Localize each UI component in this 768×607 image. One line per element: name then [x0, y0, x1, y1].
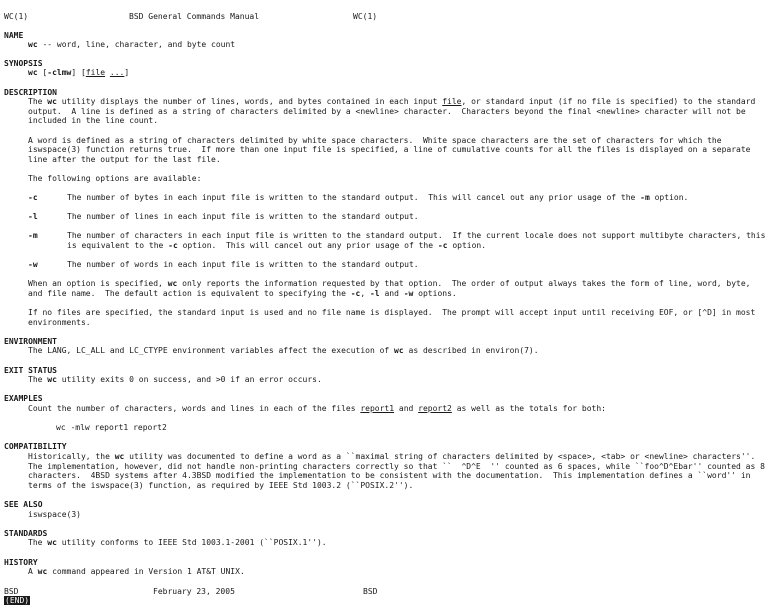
section-heading-history: HISTORY: [4, 558, 38, 567]
compat-line: characters. 4BSD systems after 4.3BSD modified the implementation to be consistent with the documentation. This implementation defines a ``word'' in: [28, 471, 751, 480]
footer-left: BSD: [4, 587, 19, 596]
desc-line: [28, 279, 750, 289]
option-ref: -l: [369, 289, 380, 298]
option-flag-m: -m: [28, 231, 38, 240]
desc-text: and: [379, 289, 404, 298]
standards-text: utility conforms to IEEE Std 1003.1-2001 (``POSIX.1'').: [56, 538, 327, 547]
cmd-name: wc: [47, 97, 57, 106]
compat-line: The implementation, however, did not handle non-printing characters correctly so that `` ^D^E '' counted as 6 spaces, while ``foo^D^Ebar'' counted as 8: [28, 462, 765, 471]
desc-text: The: [28, 97, 48, 106]
option-text: option. This will cancel out any prior usage of the: [177, 241, 438, 250]
exit-text: The: [28, 375, 48, 384]
synopsis-text: [: [37, 68, 48, 77]
desc-line: environments.: [28, 318, 91, 327]
desc-line: A word is defined as a string of characters delimited by white space characters. White space characters are the set of characters for which the: [28, 136, 722, 145]
section-heading-compatibility: COMPATIBILITY: [4, 442, 67, 451]
pager-end-badge: (END): [5, 596, 30, 605]
synopsis-file-arg: file: [85, 68, 106, 77]
name-line: [28, 40, 235, 50]
synopsis-line: [28, 68, 129, 78]
section-heading-name: NAME: [4, 31, 24, 40]
header-left: WC(1): [4, 12, 29, 21]
desc-text: When an option is specified,: [28, 279, 168, 288]
file-arg: report1: [360, 404, 395, 413]
standards-text: The: [28, 538, 48, 547]
env-text: The LANG, LC_ALL and LC_CTYPE environment variables affect the execution of: [28, 346, 395, 355]
name-desc: -- word, line, character, and byte count: [37, 40, 236, 49]
examples-text: Count the number of characters, words and lines in each of the files: [28, 404, 361, 413]
standards-line: [28, 538, 327, 548]
desc-text: ,: [360, 289, 370, 298]
footer-right: BSD: [363, 587, 378, 596]
examples-line: [28, 404, 606, 414]
synopsis-text: ] [: [71, 68, 86, 77]
desc-line: [28, 97, 755, 107]
option-ref: -c: [168, 241, 178, 250]
option-text: option.: [649, 193, 689, 202]
header-center: BSD General Commands Manual: [129, 12, 260, 21]
option-ref: -c: [350, 289, 361, 298]
environment-line: [28, 346, 539, 356]
section-heading-see-also: SEE ALSO: [4, 500, 43, 509]
file-arg: file: [442, 97, 462, 106]
synopsis-flags: -clmw: [47, 68, 72, 77]
synopsis-cmd: wc: [28, 68, 38, 77]
exit-status-line: [28, 375, 322, 385]
section-heading-examples: EXAMPLES: [4, 394, 43, 403]
desc-line: The following options are available:: [28, 174, 202, 183]
file-arg: report2: [418, 404, 452, 413]
option-text: The number of bytes in each input file is written to the standard output. This will cancel out any prior usage of the: [67, 193, 641, 202]
synopsis-ellipsis: ...: [109, 68, 125, 77]
exit-text: utility exits 0 on success, and >0 if an error occurs.: [56, 375, 322, 384]
desc-line: output. A line is defined as a string of characters delimited by a <newline> character. Characters beyond the final <newline> character will not be: [28, 107, 746, 116]
desc-text: only reports the information requested by that option. The order of output always takes the form of line, word, byte,: [177, 279, 751, 288]
section-heading-exit-status: EXIT STATUS: [4, 366, 57, 375]
cmd-name: wc: [47, 375, 57, 384]
examples-text: as well as the totals for both:: [451, 404, 606, 413]
footer-center: February 23, 2005: [153, 587, 235, 596]
examples-text: and: [394, 404, 419, 413]
desc-line: line after the output for the last file.: [28, 155, 221, 164]
section-heading-synopsis: SYNOPSIS: [4, 59, 43, 68]
option-flag-w: -w: [28, 260, 38, 269]
option-desc-c: [67, 193, 688, 203]
cmd-name: wc: [47, 538, 57, 547]
section-heading-environment: ENVIRONMENT: [4, 337, 57, 346]
option-flag-c: -c: [28, 193, 38, 202]
compat-line: [28, 452, 755, 462]
pager-prompt[interactable]: [4, 596, 30, 606]
option-desc-w: The number of words in each input file is written to the standard output.: [67, 260, 419, 269]
history-text: A: [28, 567, 38, 576]
cmd-name: wc: [28, 40, 38, 49]
compat-text: Historically, the: [28, 452, 115, 461]
option-desc-m: The number of characters in each input file is written to the standard output. If the current locale does not support multibyte characters, this: [67, 231, 766, 240]
option-text: option.: [447, 241, 487, 250]
option-desc-l: The number of lines in each input file is written to the standard output.: [67, 212, 419, 221]
option-desc-m-cont: [67, 241, 486, 251]
desc-line: [28, 289, 457, 299]
cmd-name: wc: [114, 452, 125, 461]
compat-text: utility was documented to define a word as a ``maximal string of characters delimited by <space>, <tab> or <newline> characters''.: [124, 452, 756, 461]
header-right: WC(1): [353, 12, 378, 21]
history-text: command appeared in Version 1 AT&T UNIX.: [47, 567, 245, 576]
desc-line: iswspace(3) function returns true. If more than one input file is specified, a line of cumulative counts for all the files is displayed on a separate: [28, 145, 751, 154]
desc-line: included in the line count.: [28, 116, 159, 125]
history-line: [28, 567, 245, 577]
option-flag-l: -l: [28, 212, 38, 221]
compat-line: terms of the iswspace(3) function, as required by IEEE Std 1003.2 (``POSIX.2'').: [28, 481, 414, 490]
cmd-name: wc: [167, 279, 178, 288]
cmd-name: wc: [37, 567, 48, 576]
option-ref: -m: [640, 193, 650, 202]
desc-text: , or standard input (if no file is specified) to the standard: [461, 97, 756, 106]
section-heading-standards: STANDARDS: [4, 529, 48, 538]
desc-text: options.: [413, 289, 457, 298]
desc-text: utility displays the number of lines, words, and bytes contained in each input: [56, 97, 443, 106]
synopsis-text: ]: [124, 68, 130, 77]
option-ref: -c: [437, 241, 448, 250]
env-text: as described in environ(7).: [403, 346, 539, 355]
option-text: is equivalent to the: [67, 241, 169, 250]
example-command: wc -mlw report1 report2: [56, 423, 167, 432]
desc-text: and file name. The default action is equivalent to specifying the: [28, 289, 351, 298]
see-also-ref: iswspace(3): [28, 510, 81, 519]
desc-line: If no files are specified, the standard input is used and no file name is displayed. The prompt will accept input until receiving EOF, or [^D] in most: [28, 308, 756, 317]
cmd-name: wc: [394, 346, 404, 355]
option-ref: -w: [403, 289, 414, 298]
section-heading-description: DESCRIPTION: [4, 88, 57, 97]
